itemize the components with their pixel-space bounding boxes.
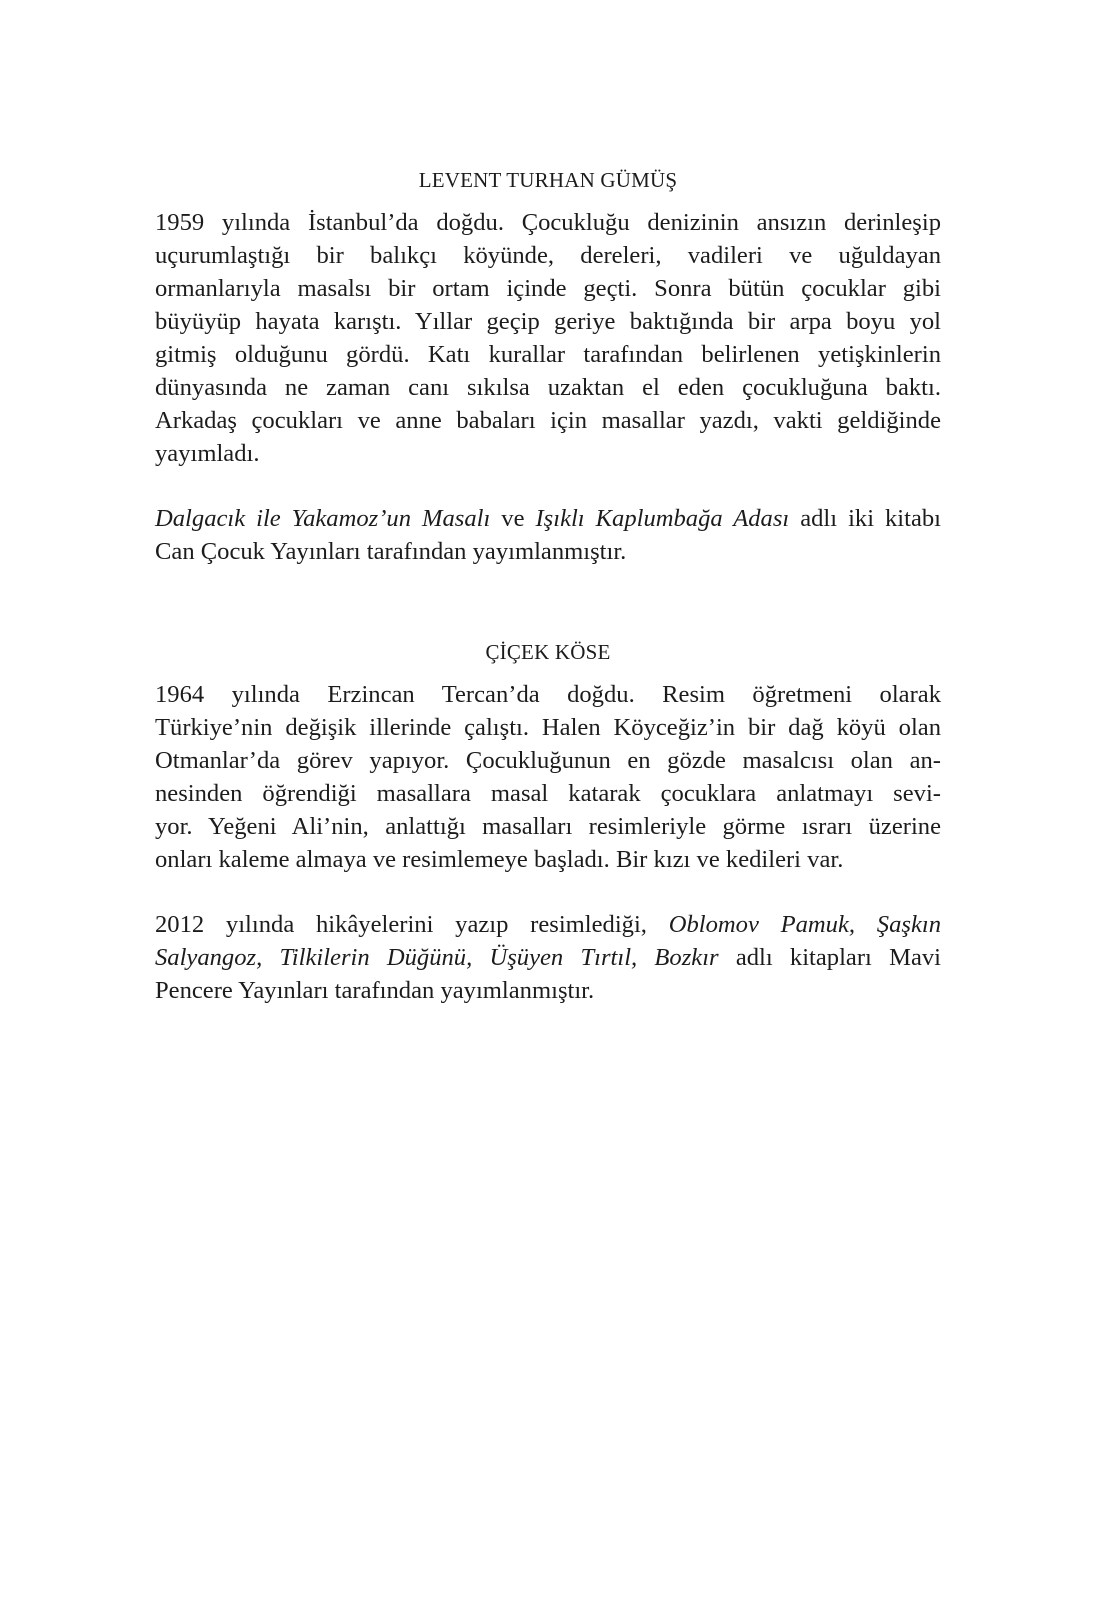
author1-bio [155,206,941,470]
author2-books [155,908,941,1007]
author2-bio-line: yor. Yeğeni Ali’nin, anlattığı masalları resimleriyle görme ısrarı üzerine [155,813,941,840]
author1-bio-line: büyüyüp hayata karıştı. Yıllar geçip geriye baktığında bir arpa boyu yol [155,308,941,335]
author1-name: LEVENT TURHAN GÜMÜŞ [418,168,678,192]
books-connector: ve [490,505,536,532]
author2-name: ÇİÇEK KÖSE [485,640,611,664]
page-content [155,168,941,1007]
author1-bio-line: uçurumlaştığı bir balıkçı köyünde, dereleri, vadileri ve uğuldayan [155,242,941,269]
author1-books-line2: Can Çocuk Yayınları tarafından yayımlanmıştır. [155,538,627,565]
author1-books-line1 [155,502,941,535]
author1-bio-line: Arkadaş çocukları ve anne babaları için masallar yazdı, vakti geldiğinde [155,407,941,434]
author2-books-line3: Pencere Yayınları tarafından yayımlanmıştır. [155,977,595,1004]
author2-books-line2 [155,941,941,974]
author1-bio-line: dünyasında ne zaman canı sıkılsa uzaktan el eden çocukluğuna baktı. [155,374,941,401]
author2-bio-line: 1964 yılında Erzincan Tercan’da doğdu. Resim öğretmeni olarak [155,681,941,708]
book-title: Işıklı Kaplumbağa Adası [535,505,790,532]
books-prefix: 2012 yılında hikâyelerini yazıp resimlediği, [155,911,669,938]
author2-bio-line: Türkiye’nin değişik illerinde çalıştı. Halen Köyceğiz’in bir dağ köyü olan [155,714,941,741]
book-titles: Oblomov Pamuk, Şaşkın [668,911,941,938]
author1-books [155,502,941,568]
author2-bio-line: Otmanlar’da görev yapıyor. Çocukluğunun en gözde masalcısı olan an- [155,747,941,774]
author2-bio-line: nesinden öğrendiği masallara masal katarak çocuklara anlatmayı sevi- [155,780,941,807]
author2-bio-line: onları kaleme almaya ve resimlemeye başladı. Bir kızı ve kedileri var. [155,846,844,873]
book-titles: Salyangoz, Tilkilerin Düğünü, Üşüyen Tırtıl, Bozkır [155,944,719,971]
author2-bio [155,678,941,876]
author2-books-line1 [155,908,941,941]
author1-bio-line: ormanlarıyla masalsı bir ortam içinde geçti. Sonra bütün çocuklar gibi [155,275,941,302]
author1-bio-line: yayımladı. [155,440,260,467]
author1-bio-line: gitmiş olduğunu gördü. Katı kurallar tarafından belirlenen yetişkinlerin [155,341,941,368]
book-title: Dalgacık ile Yakamoz’un Masalı [155,505,491,532]
books-suffix: adlı kitapları Mavi [718,944,941,971]
author1-bio-line: 1959 yılında İstanbul’da doğdu. Çocukluğu denizinin ansızın derinleşip [155,209,941,236]
books-suffix: adlı iki kitabı [789,505,942,532]
